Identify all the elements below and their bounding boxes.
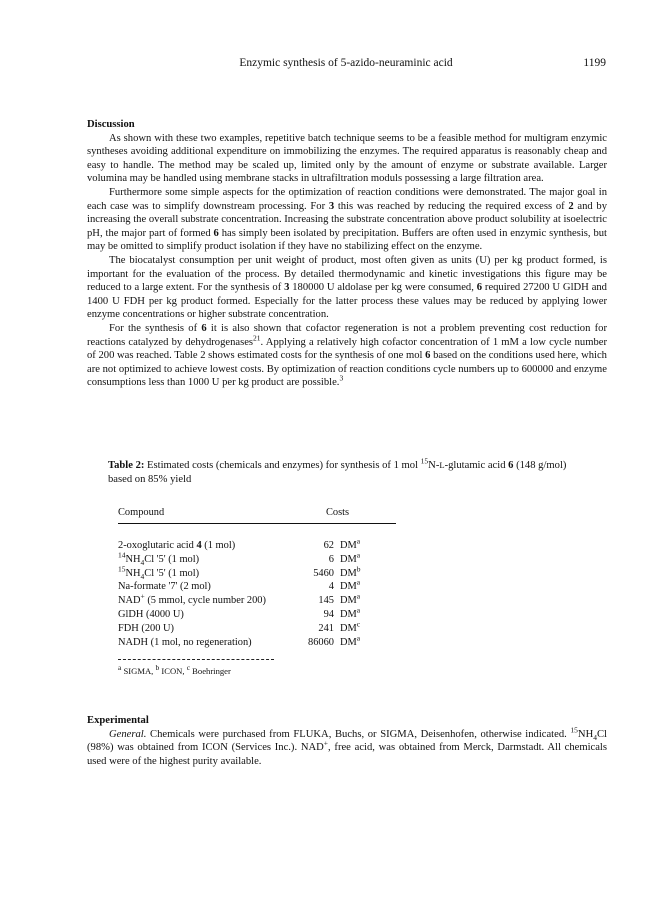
discussion-paragraph-4: For the synthesis of 6 it is also shown that cofactor regeneration is not a problem preventing cost reduction for reactions catalyzed by dehydrogenases$^{21}$. Applying a relatively high cofactor concentration of 1 mM a low cycle number of 200 was reached. Table 2 shows estimated costs for the synthesis of one mol 6 based on the conditions used here, which are not optimized to achieve lowest costs. By optimization of reaction conditions cycle numbers up to 600000 and enzyme consumptions less than 1000 U per kg product are possible.$^3$: [87, 322, 607, 389]
general-label: General.: [109, 728, 147, 740]
table-row: FDH (200 U) 241 $DM^c$: [118, 619, 361, 634]
discussion-heading: Discussion: [87, 119, 135, 130]
column-compound: Compound: [118, 507, 165, 518]
table-label: Table 2:: [108, 460, 145, 471]
discussion-paragraph-2: Furthermore some simple aspects for the optimization of reaction conditions were demonstrated. The major goal in each case was to simplify downstream processing. For 3 this was reached by reducing the required excess of 2 and by increasing the overall substrate concentration. Increasing the substrate concentration above product solubility at isoelectric pH, the major part of formed 6 has simply been isolated by precipitation. Buffers are often used in enzymic synthesis, but may be omitted to simplify product isolation if they have no stabilizing effect on the enzyme.: [87, 186, 607, 253]
table-body: [118, 536, 396, 650]
running-title: Enzymic synthesis of 5-azido-neuraminic acid: [239, 57, 453, 69]
table-row: $^{15}NH_4Cl$ '5' (1 mol) 5460 $DM^b$: [118, 564, 361, 581]
reference-21: 21: [253, 332, 261, 342]
page-number: 1199: [583, 57, 606, 69]
experimental-heading: Experimental: [87, 715, 149, 726]
running-header: [86, 57, 606, 73]
column-costs: Costs: [326, 507, 350, 518]
cost-table: [118, 505, 396, 676]
table-header: [118, 505, 396, 524]
table-row: 2-oxoglutaric acid 4 (1 mol) 62 $DM^a$: [118, 536, 361, 551]
table-footnotes: $^a$ SIGMA, $^b$ ICON, $^c$ Boehringer: [118, 663, 231, 677]
experimental-section: [87, 714, 607, 768]
discussion-paragraph-3: The biocatalyst consumption per unit weight of product, most often given as units (U) per kg product formed, is important for the evaluation of the process. By detailed thermodynamic and kinetic investigations this figure may be reduced to a large extent. For the synthesis of 3 180000 U aldolase per kg were consumed, 6 required 27200 U GlDH and 1400 U FDH per kg product formed. Especially for the latter process these values may be reduced by applying lower enzyme concentrations or higher substrate concentration.: [87, 254, 607, 321]
table-row: $^{14}NH_4Cl$ '5' (1 mol) 6 $DM^a$: [118, 550, 361, 567]
table-caption: Table 2: Estimated costs (chemicals and enzymes) for synthesis of 1 mol $^{15}$N-L-glutamic acid 6 (148 g/mol) based on 85% yield: [108, 456, 567, 485]
discussion-paragraph-1: As shown with these two examples, repetitive batch technique seems to be a feasible method for multigram enzymic syntheses avoiding additional expenditure on immobilizing the enzymes. The required apparatus is reasonably cheap and easy to handle. The method may be scaled up, limited only by the amount of enzyme or substrate available. Larger volumina may be handled using membrane stacks in ultrafiltration moduls possessing a large filtration area.: [87, 132, 607, 185]
reference-3: 3: [339, 373, 344, 383]
table-row: NAD+ (5 mmol, cycle number 200) 145 $DM^a$: [118, 591, 361, 607]
table-footnote-divider: [118, 651, 274, 660]
table-row: NADH (1 mol, no regeneration) 86060 $DM^a$: [118, 633, 361, 648]
experimental-paragraph: General. Chemicals were purchased from FLUKA, Buchs, or SIGMA, Deisenhofen, otherwise indicated. $^{15}NH_4Cl$ (98%) was obtained from ICON (Services Inc.). NAD+, free acid, was obtained from Merck, Darmstadt. All chemicals used were of the highest purity available.: [87, 725, 607, 767]
discussion-section: [87, 118, 607, 390]
table-row: Na-formate '7' (2 mol) 4 $DM^a$: [118, 577, 361, 593]
table-row: GlDH (4000 U) 94 $DM^a$: [118, 605, 361, 620]
